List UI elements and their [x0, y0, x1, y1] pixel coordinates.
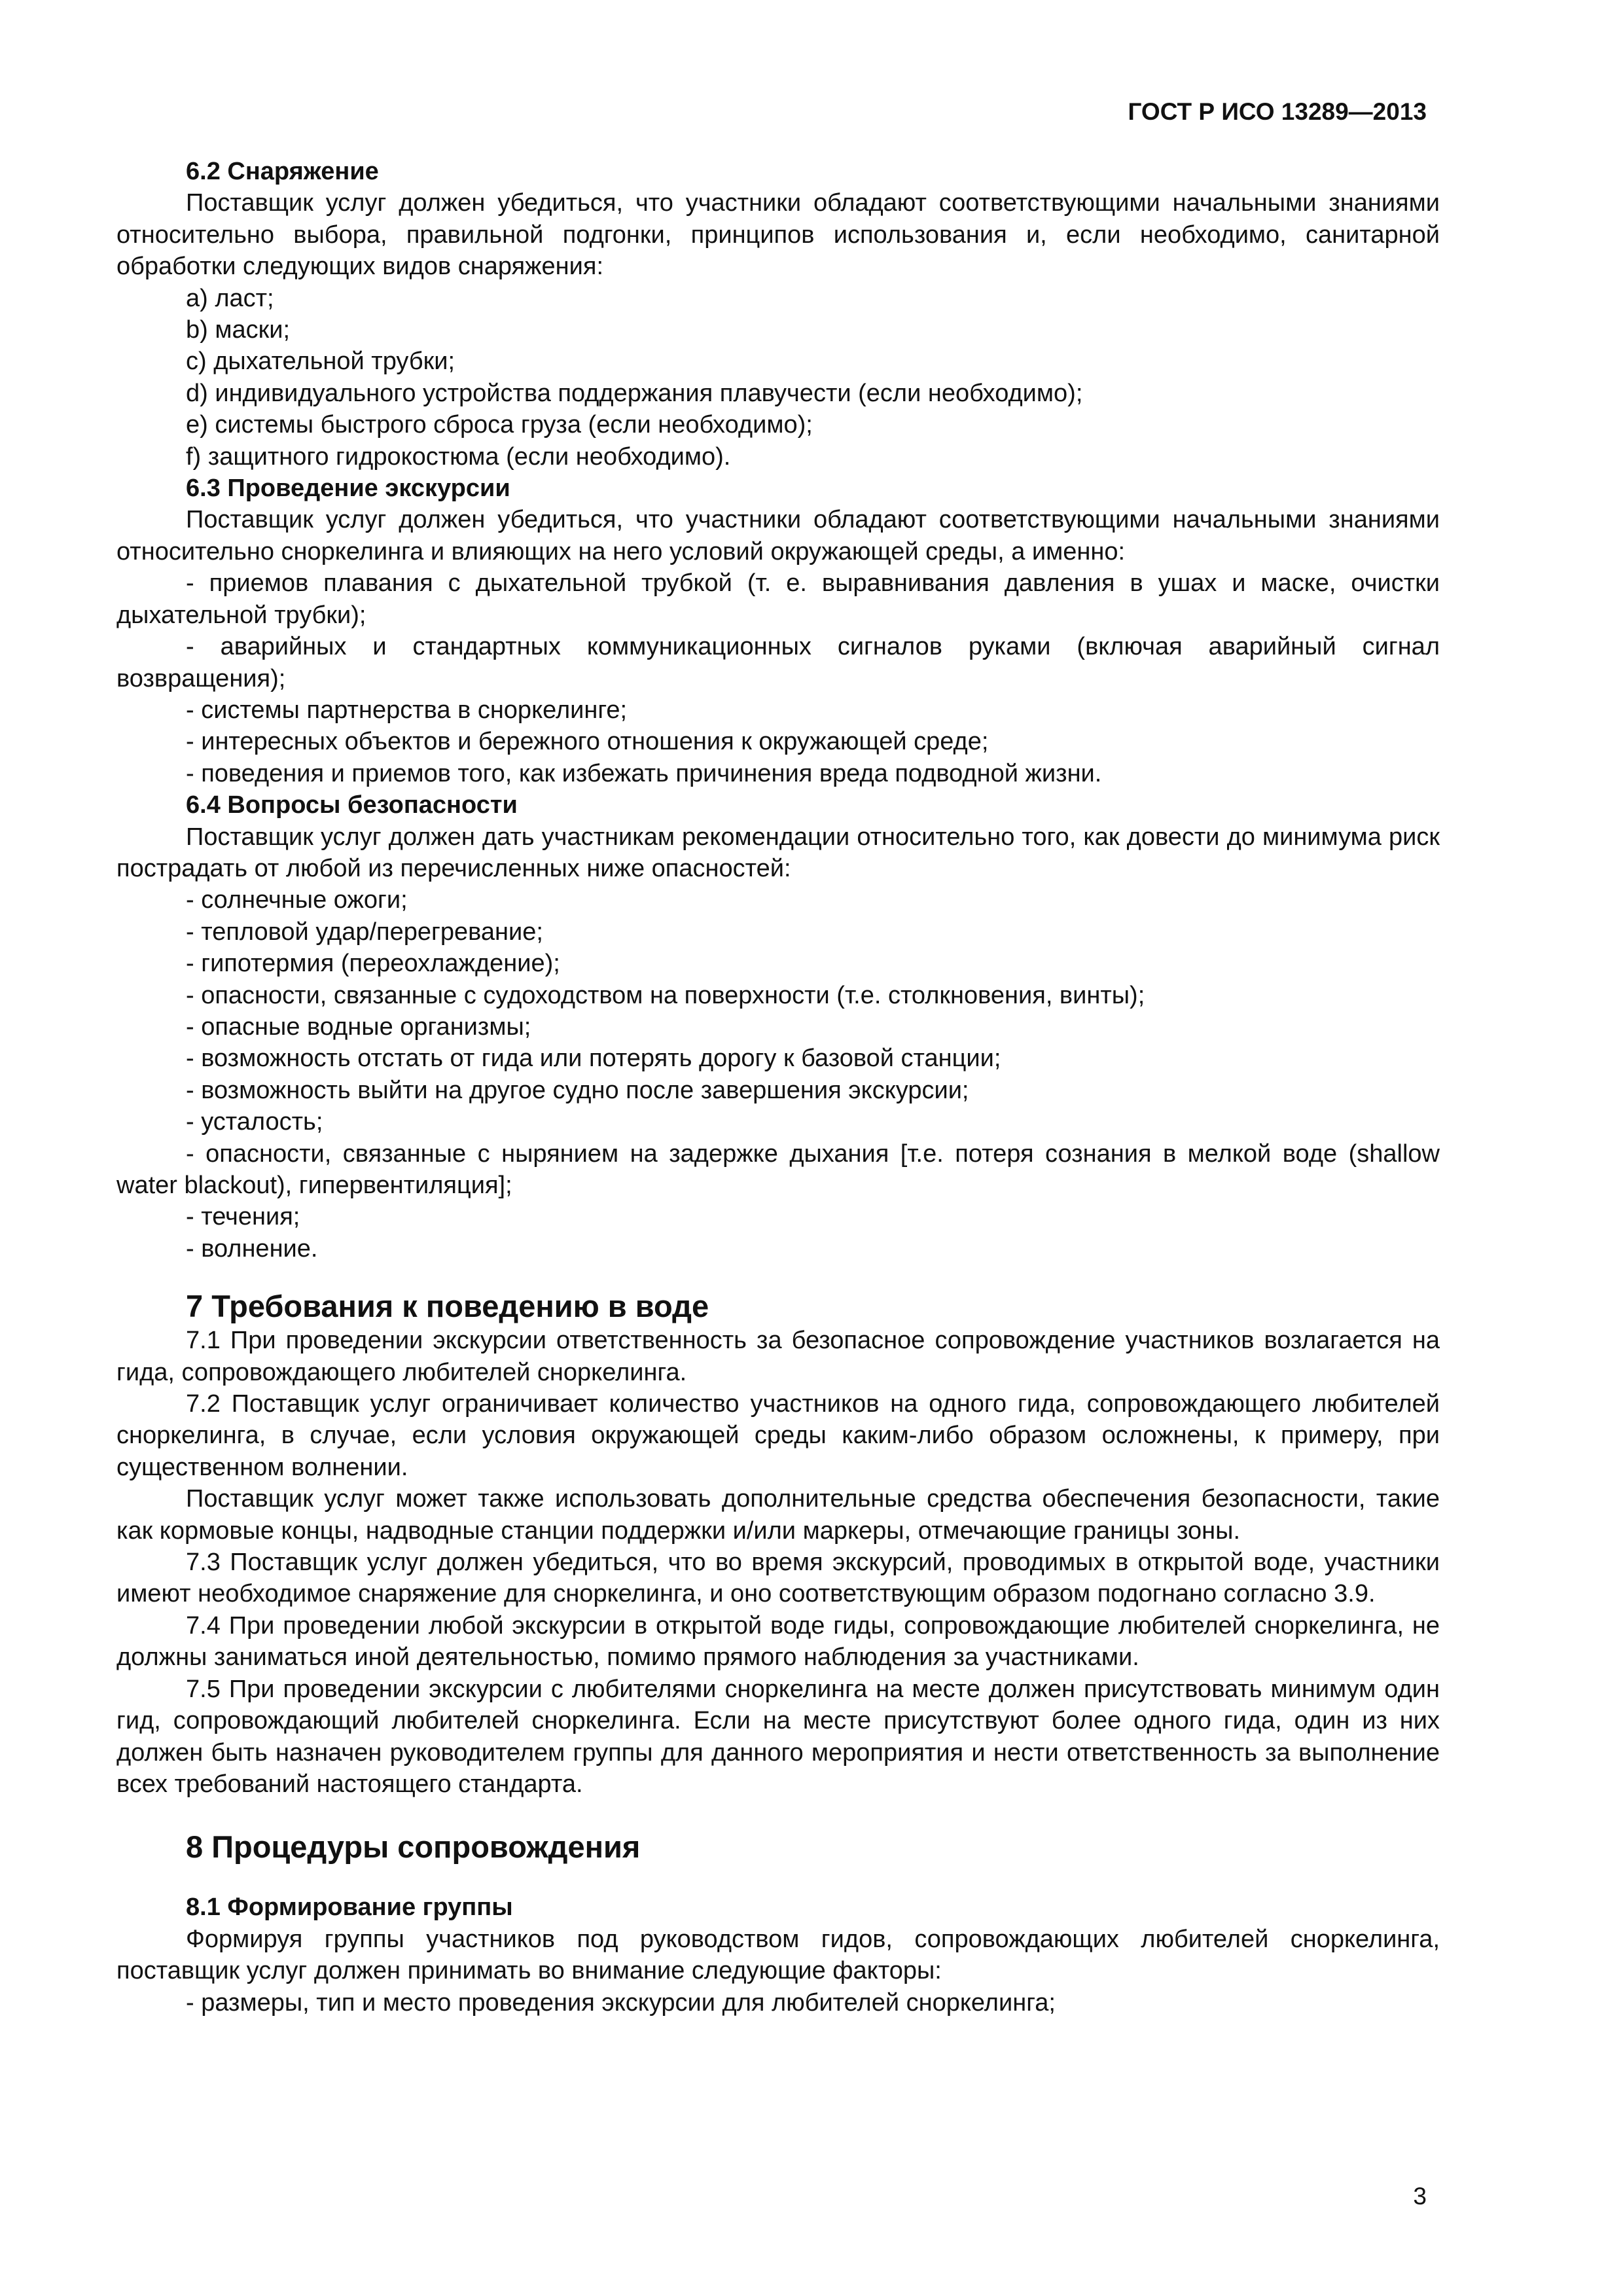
list-item: b) маски; — [186, 316, 291, 344]
list-item: - возможность выйти на другое судно после завершения экскурсии; — [186, 1076, 969, 1104]
section-6-3-intro: Поставщик услуг должен убедиться, что участники обладают соответствующими начальными знаниями относительно сноркелинга и влияющих на него условий окружающей среды, а именно: — [116, 506, 1440, 565]
list-item: - интересных объектов и бережного отношения к окружающей среде; — [186, 728, 989, 756]
section-8-heading: 8 Процедуры сопровождения — [186, 1829, 641, 1865]
list-item: f) защитного гидрокостюма (если необходимо). — [186, 442, 731, 471]
section-8-1-intro: Формируя группы участников под руководством гидов, сопровождающих любителей сноркелинга, поставщик услуг должен принимать во внимание следующие факторы: — [116, 1925, 1440, 1985]
list-item: - тепловой удар/перегревание; — [186, 918, 543, 946]
list-item: - опасности, связанные с судоходством на поверхности (т.е. столкновения, винты); — [186, 981, 1145, 1009]
paragraph-7-5: 7.5 При проведении экскурсии с любителями сноркелинга на месте должен присутствовать минимум один гид, сопровождающий любителей сноркелинга. Если на месте присутствуют более одного гида, один из них должен быть назначен руководителем группы для данного мероприятия и нести ответственность за выполнение всех требований настоящего стандарта. — [116, 1675, 1440, 1798]
paragraph-7-4: 7.4 При проведении любой экскурсии в открытой воде гиды, сопровождающие любителей сноркелинга, не должны заниматься иной деятельностью, помимо прямого наблюдения за участниками. — [116, 1611, 1440, 1672]
list-item: - гипотермия (переохлаждение); — [186, 950, 560, 978]
list-item: a) ласт; — [186, 284, 274, 312]
section-7-heading: 7 Требования к поведению в воде — [186, 1289, 709, 1324]
section-6-2-intro: Поставщик услуг должен убедиться, что участники обладают соответствующими начальными знаниями относительно выбора, правильной подгонки, принципов использования и, если необходимо, санитарной обработки следующих видов снаряжения: — [116, 189, 1440, 281]
list-item: d) индивидуального устройства поддержания плавучести (если необходимо); — [186, 379, 1083, 407]
list-item: - поведения и приемов того, как избежать причинения вреда подводной жизни. — [186, 759, 1102, 787]
list-item: - приемов плавания с дыхательной трубкой (т. е. выравнивания давления в ушах и маске, очистки дыхательной трубки); — [116, 569, 1440, 629]
list-item: - усталость; — [186, 1108, 323, 1136]
list-item: - солнечные ожоги; — [186, 886, 408, 914]
section-8-1-title: 8.1 Формирование группы — [186, 1893, 513, 1922]
list-item: - размеры, тип и место проведения экскурсии для любителей сноркелинга; — [186, 1988, 1056, 2017]
list-item: - аварийных и стандартных коммуникационных сигналов руками (включая аварийный сигнал возвращения); — [116, 633, 1440, 692]
list-item: - опасности, связанные с нырянием на задержке дыхания [т.е. потеря сознания в мелкой воде (shallow water blackout), гипервентиляция]; — [116, 1139, 1440, 1199]
list-item: - волнение. — [186, 1234, 318, 1263]
section-6-2-title: 6.2 Снаряжение — [186, 158, 379, 185]
list-item: c) дыхательной трубки; — [186, 348, 455, 376]
list-item: e) системы быстрого сброса груза (если необходимо); — [186, 411, 813, 439]
paragraph-7-3: 7.3 Поставщик услуг должен убедиться, что во время экскурсий, проводимых в открытой воде, участники имеют необходимое снаряжение для сноркелинга, и оно соответствующим образом подогнано согласно 3.9. — [116, 1549, 1440, 1608]
section-6-3-title: 6.3 Проведение экскурсии — [186, 475, 510, 503]
paragraph-7-2: 7.2 Поставщик услуг ограничивает количество участников на одного гида, сопровождающего любителей сноркелинга, в случае, если условия окружающей среды каким-либо образом осложнены, к примеру, при существенном волнении. — [116, 1390, 1440, 1481]
paragraph-7-1: 7.1 При проведении экскурсии ответственность за безопасное сопровождение участников возлагается на гида, сопровождающего любителей сноркелинга. — [116, 1327, 1440, 1386]
document-code: ГОСТ Р ИСО 13289—2013 — [1128, 98, 1427, 125]
section-6-4-title: 6.4 Вопросы безопасности — [186, 791, 518, 819]
list-item: - опасные водные организмы; — [186, 1013, 531, 1041]
document-body — [116, 156, 1440, 2018]
section-6-4-intro: Поставщик услуг должен дать участникам рекомендации относительно того, как довести до минимума риск пострадать от любой из перечисленных ниже опасностей: — [116, 823, 1440, 882]
page-number: 3 — [1413, 2183, 1427, 2210]
list-item: - течения; — [186, 1203, 300, 1231]
list-item: - возможность отстать от гида или потерять дорогу к базовой станции; — [186, 1045, 1001, 1073]
list-item: - системы партнерства в сноркелинге; — [186, 696, 628, 724]
paragraph-7-2-continued: Поставщик услуг может также использовать дополнительные средства обеспечения безопасности, такие как кормовые концы, надводные станции поддержки и/или маркеры, отмечающие границы зоны. — [116, 1485, 1440, 1545]
